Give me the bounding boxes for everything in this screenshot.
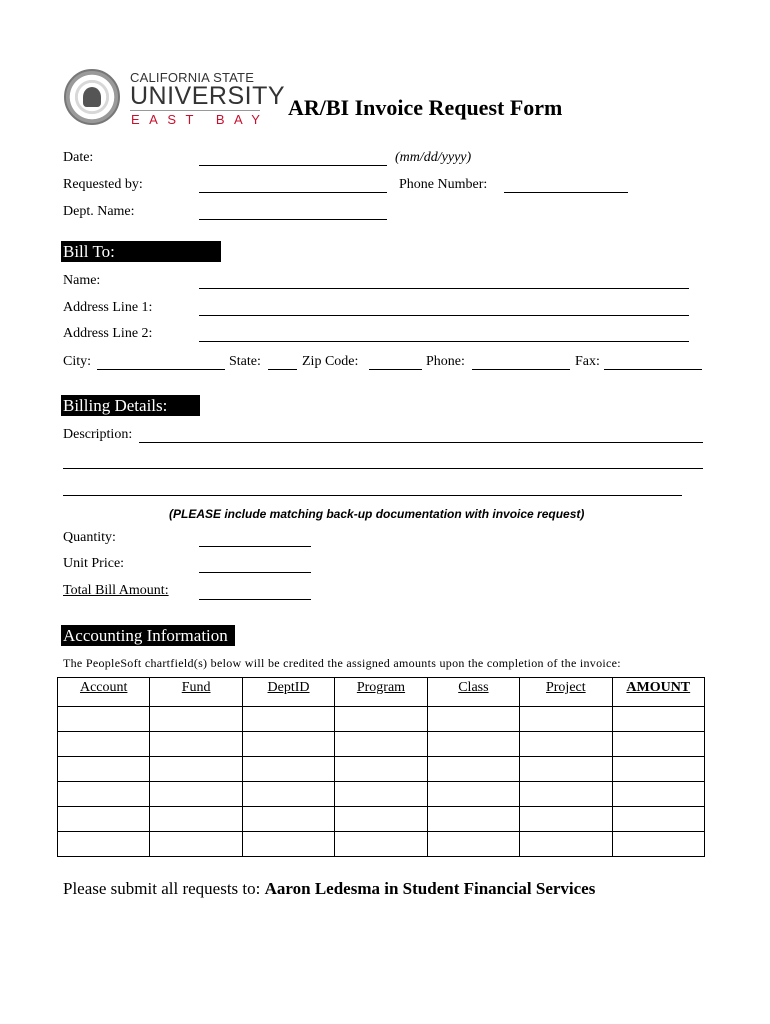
bill-to-name-field[interactable] — [199, 288, 689, 289]
column-header-deptid: DeptID — [242, 678, 334, 707]
quantity-field[interactable] — [199, 546, 311, 547]
table-cell-project[interactable] — [520, 807, 612, 832]
dept-name-field[interactable] — [199, 219, 387, 220]
logo-divider — [130, 110, 260, 111]
table-cell-class[interactable] — [427, 782, 519, 807]
logo-line-3: EAST BAY — [131, 112, 270, 127]
column-header-account: Account — [58, 678, 150, 707]
state-label: State: — [229, 354, 261, 369]
bill-to-heading: Bill To: — [61, 241, 221, 262]
date-format-hint: (mm/dd/yyyy) — [395, 150, 472, 165]
accounting-information-heading: Accounting Information — [61, 625, 235, 646]
table-cell-project[interactable] — [520, 757, 612, 782]
chartfield-rows — [58, 707, 705, 857]
table-cell-deptid[interactable] — [242, 732, 334, 757]
state-field[interactable] — [268, 369, 297, 370]
bill-to-name-label: Name: — [63, 273, 101, 288]
address-line-2-label: Address Line 2: — [63, 326, 153, 341]
table-cell-project[interactable] — [520, 707, 612, 732]
table-cell-fund[interactable] — [150, 832, 242, 857]
column-header-fund: Fund — [150, 678, 242, 707]
table-cell-program[interactable] — [335, 757, 427, 782]
table-cell-amount[interactable] — [612, 707, 704, 732]
column-header-project: Project — [520, 678, 612, 707]
billing-details-heading: Billing Details: — [61, 395, 200, 416]
table-cell-fund[interactable] — [150, 782, 242, 807]
requested-by-label: Requested by: — [63, 177, 143, 192]
table-cell-fund[interactable] — [150, 707, 242, 732]
total-bill-amount-field[interactable] — [199, 599, 311, 600]
backup-documentation-note: (PLEASE include matching back-up documentation with invoice request) — [169, 507, 585, 521]
city-field[interactable] — [97, 369, 225, 370]
city-label: City: — [63, 354, 92, 369]
logo-line-1: CALIFORNIA STATE — [130, 70, 255, 85]
submit-instructions — [63, 879, 595, 899]
table-cell-project[interactable] — [520, 732, 612, 757]
description-field-line-1[interactable] — [139, 442, 703, 443]
unit-price-field[interactable] — [199, 572, 311, 573]
form-title: AR/BI Invoice Request Form — [288, 95, 563, 120]
university-seal-logo — [64, 69, 120, 125]
zip-code-field[interactable] — [369, 369, 422, 370]
total-bill-amount-label: Total Bill Amount: — [63, 583, 169, 598]
table-cell-amount[interactable] — [612, 732, 704, 757]
table-cell-program[interactable] — [335, 782, 427, 807]
table-cell-deptid[interactable] — [242, 807, 334, 832]
table-cell-project[interactable] — [520, 782, 612, 807]
dept-name-label: Dept. Name: — [63, 204, 135, 219]
submit-prefix: Please submit all requests to: — [63, 879, 265, 898]
table-cell-account[interactable] — [58, 732, 150, 757]
fax-label: Fax: — [575, 354, 600, 369]
unit-price-label: Unit Price: — [63, 556, 125, 571]
table-cell-account[interactable] — [58, 832, 150, 857]
table-cell-amount[interactable] — [612, 757, 704, 782]
submit-recipient: Aaron Ledesma in Student Financial Services — [264, 879, 596, 898]
table-row — [58, 757, 705, 782]
table-cell-amount[interactable] — [612, 832, 704, 857]
table-row — [58, 707, 705, 732]
phone-label: Phone: — [426, 354, 465, 369]
phone-number-label: Phone Number: — [399, 177, 488, 192]
address-line-2-field[interactable] — [199, 341, 689, 342]
chartfield-table — [57, 677, 705, 857]
logo-line-2: UNIVERSITY — [130, 82, 286, 110]
date-field[interactable] — [199, 165, 387, 166]
table-row — [58, 732, 705, 757]
column-header-amount: AMOUNT — [612, 678, 704, 707]
table-cell-program[interactable] — [335, 732, 427, 757]
table-cell-fund[interactable] — [150, 757, 242, 782]
address-line-1-field[interactable] — [199, 315, 689, 316]
zip-code-label: Zip Code: — [302, 354, 359, 369]
description-label: Description: — [63, 427, 133, 442]
table-cell-fund[interactable] — [150, 807, 242, 832]
table-cell-class[interactable] — [427, 732, 519, 757]
table-cell-amount[interactable] — [612, 782, 704, 807]
table-cell-class[interactable] — [427, 807, 519, 832]
address-line-1-label: Address Line 1: — [63, 300, 153, 315]
table-cell-program[interactable] — [335, 807, 427, 832]
table-cell-account[interactable] — [58, 707, 150, 732]
table-cell-project[interactable] — [520, 832, 612, 857]
table-cell-deptid[interactable] — [242, 782, 334, 807]
requested-by-field[interactable] — [199, 192, 387, 193]
table-cell-program[interactable] — [335, 832, 427, 857]
description-field-line-3[interactable] — [63, 495, 682, 496]
phone-number-field[interactable] — [504, 192, 628, 193]
table-row — [58, 807, 705, 832]
accounting-intro-text: The PeopleSoft chartfield(s) below will be credited the assigned amounts upon the completion of the invoice: — [63, 656, 621, 670]
table-cell-deptid[interactable] — [242, 757, 334, 782]
table-cell-class[interactable] — [427, 707, 519, 732]
chartfield-header-row — [58, 678, 705, 707]
table-cell-class[interactable] — [427, 832, 519, 857]
table-cell-fund[interactable] — [150, 732, 242, 757]
column-header-program: Program — [335, 678, 427, 707]
description-field-line-2[interactable] — [63, 468, 703, 469]
quantity-label: Quantity: — [63, 530, 116, 545]
table-cell-amount[interactable] — [612, 807, 704, 832]
table-cell-deptid[interactable] — [242, 707, 334, 732]
date-label: Date: — [63, 150, 94, 165]
table-cell-account[interactable] — [58, 757, 150, 782]
table-cell-program[interactable] — [335, 707, 427, 732]
phone-field[interactable] — [472, 369, 570, 370]
table-row — [58, 782, 705, 807]
column-header-class: Class — [427, 678, 519, 707]
table-cell-account[interactable] — [58, 807, 150, 832]
table-cell-deptid[interactable] — [242, 832, 334, 857]
fax-field[interactable] — [604, 369, 702, 370]
table-cell-class[interactable] — [427, 757, 519, 782]
table-row — [58, 832, 705, 857]
table-cell-account[interactable] — [58, 782, 150, 807]
